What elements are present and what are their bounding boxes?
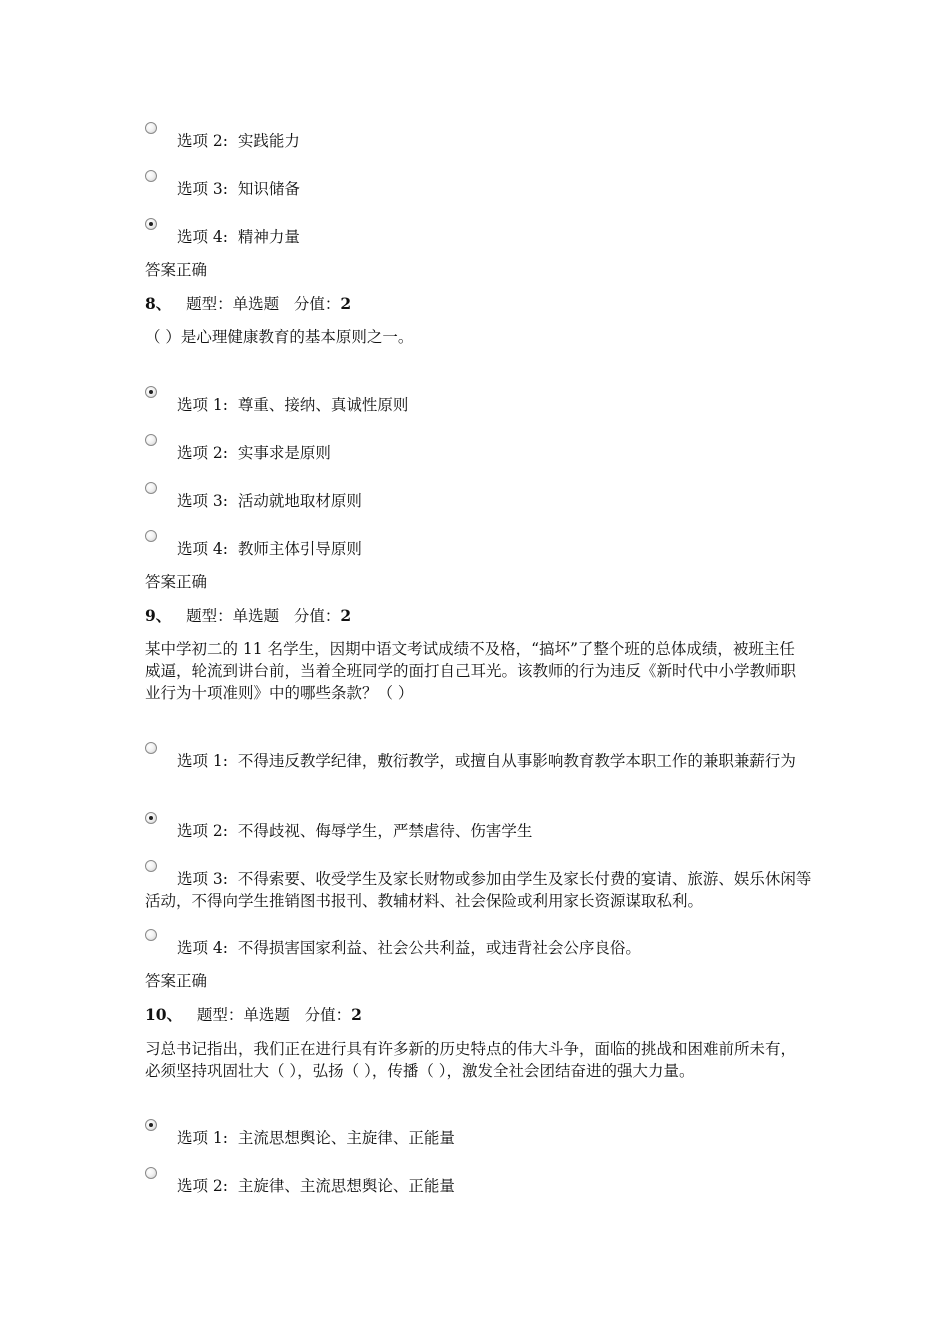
score-label: 分值： xyxy=(304,1006,352,1024)
q10-header xyxy=(145,1004,362,1026)
option-text: 教师主体引导原则 xyxy=(237,540,362,558)
question-number: 9、 xyxy=(145,606,172,625)
q7-option-3[interactable] xyxy=(145,178,815,200)
radio-icon[interactable] xyxy=(145,1167,157,1179)
radio-checked-icon[interactable] xyxy=(145,386,157,398)
option-text: 主流思想舆论、主旋律、正能量 xyxy=(237,1129,455,1147)
q8-header xyxy=(145,293,351,315)
radio-checked-icon[interactable] xyxy=(145,218,157,230)
question-type: 题型：单选题 xyxy=(186,295,280,313)
question-type: 题型：单选题 xyxy=(186,607,280,625)
q9-option-3[interactable] xyxy=(145,868,815,912)
radio-icon[interactable] xyxy=(145,860,157,872)
q8-option-2[interactable] xyxy=(145,442,815,464)
q9-question: 某中学初二的 11 名学生，因期中语文考试成绩不及格，“搞坏”了整个班的总体成绩，被班主任威逼，轮流到讲台前，当着全班同学的面打自己耳光。该教师的行为违反《新时代中小学教师职业行为十项准则》中的哪些条款？（ ） xyxy=(145,640,797,702)
option-label: 选项 3: xyxy=(177,492,229,510)
q9-option-4[interactable] xyxy=(145,937,815,959)
q8-question: （ ）是心理健康教育的基本原则之一。 xyxy=(145,328,414,346)
option-label: 选项 2: xyxy=(177,444,229,462)
q9-option-2[interactable] xyxy=(145,820,815,842)
option-text: 主旋律、主流思想舆论、正能量 xyxy=(237,1177,455,1195)
score-value: 2 xyxy=(340,294,352,313)
option-text: 活动就地取材原则 xyxy=(237,492,362,510)
score-value: 2 xyxy=(351,1005,362,1024)
q8-option-3[interactable] xyxy=(145,490,815,512)
option-text: 实践能力 xyxy=(237,132,300,150)
score-label: 分值： xyxy=(293,607,341,625)
option-label: 选项 3: xyxy=(177,870,229,888)
option-text: 实事求是原则 xyxy=(237,444,331,462)
option-label: 选项 1: xyxy=(177,752,229,770)
q9-header xyxy=(145,605,351,627)
score-label: 分值： xyxy=(293,295,341,313)
q7-option-4[interactable] xyxy=(145,226,815,248)
option-text: 不得索要、收受学生及家长财物或参加由学生及家长付费的宴请、旅游、娱乐休闲等活动，不得向学生推销图书报刊、教辅材料、社会保险或利用家长资源谋取私利。 xyxy=(145,870,812,910)
option-label: 选项 2: xyxy=(177,1177,229,1195)
option-label: 选项 2: xyxy=(177,132,229,150)
q10-option-2[interactable] xyxy=(145,1175,815,1197)
option-label: 选项 4: xyxy=(177,939,229,957)
option-label: 选项 4: xyxy=(177,540,229,558)
q8-result: 答案正确 xyxy=(145,573,208,591)
option-label: 选项 1: xyxy=(177,396,229,414)
q8-option-1[interactable] xyxy=(145,394,815,416)
option-text: 知识储备 xyxy=(237,180,300,198)
radio-icon[interactable] xyxy=(145,482,157,494)
score-value: 2 xyxy=(340,606,352,625)
q10-option-1[interactable] xyxy=(145,1127,815,1149)
radio-icon[interactable] xyxy=(145,122,157,134)
radio-checked-icon[interactable] xyxy=(145,812,157,824)
q7-result: 答案正确 xyxy=(145,261,208,279)
question-number: 8、 xyxy=(145,294,172,313)
question-number: 10、 xyxy=(145,1005,183,1024)
question-type: 题型：单选题 xyxy=(196,1006,290,1024)
option-text: 不得歧视、侮辱学生，严禁虐待、伤害学生 xyxy=(237,822,533,840)
radio-icon[interactable] xyxy=(145,434,157,446)
option-text: 精神力量 xyxy=(237,228,300,246)
q8-option-4[interactable] xyxy=(145,538,815,560)
option-label: 选项 1: xyxy=(177,1129,229,1147)
option-text: 不得违反教学纪律，敷衍教学，或擅自从事影响教育教学本职工作的兼职兼薪行为 xyxy=(237,752,796,770)
q10-question: 习总书记指出，我们正在进行具有许多新的历史特点的伟大斗争，面临的挑战和困难前所未有，必须坚持巩固壮大（ ），弘扬（ ），传播（ ），激发全社会团结奋进的强大力量。 xyxy=(145,1040,797,1080)
q9-option-1[interactable] xyxy=(145,750,815,772)
option-label: 选项 3: xyxy=(177,180,229,198)
radio-icon[interactable] xyxy=(145,170,157,182)
q7-option-2[interactable] xyxy=(145,130,815,152)
option-text: 不得损害国家利益、社会公共利益，或违背社会公序良俗。 xyxy=(237,939,641,957)
radio-icon[interactable] xyxy=(145,929,157,941)
option-text: 尊重、接纳、真诚性原则 xyxy=(237,396,409,414)
option-label: 选项 2: xyxy=(177,822,229,840)
radio-icon[interactable] xyxy=(145,742,157,754)
radio-checked-icon[interactable] xyxy=(145,1119,157,1131)
radio-icon[interactable] xyxy=(145,530,157,542)
q9-result: 答案正确 xyxy=(145,972,208,990)
option-label: 选项 4: xyxy=(177,228,229,246)
